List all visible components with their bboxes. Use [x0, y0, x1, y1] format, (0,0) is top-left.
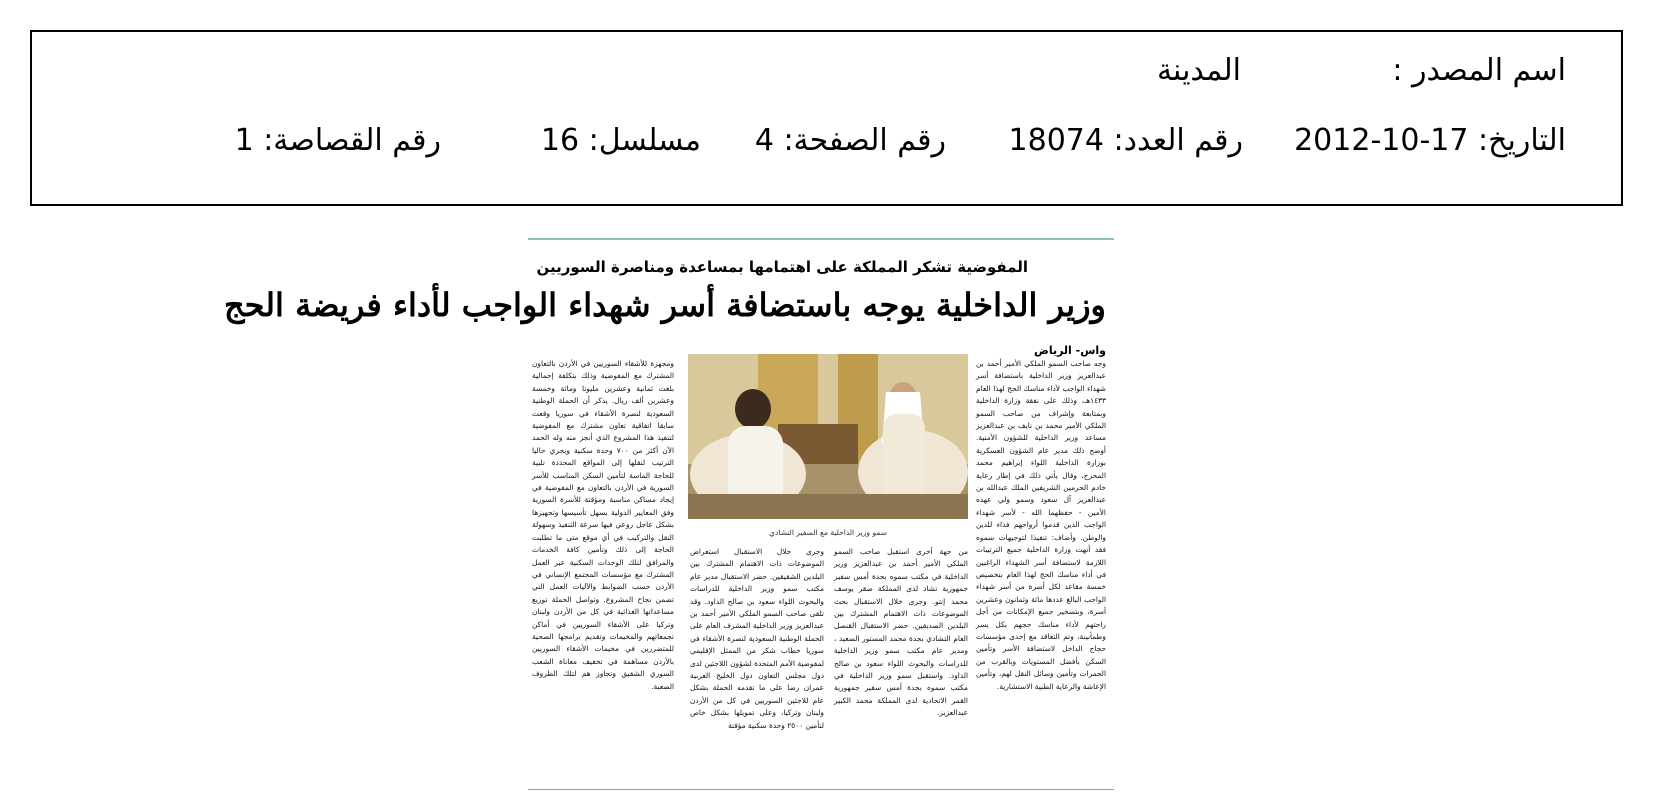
header-box [30, 30, 1623, 206]
source-label: اسم المصدر : [1392, 53, 1566, 88]
article-kicker: المفوضية تشكر المملكة على اهتمامها بمساعدة ومناصرة السوريين [536, 258, 1028, 276]
page-field: رقم الصفحة: 4 [754, 123, 946, 158]
article-column-2: من جهة أخرى استقبل صاحب السمو الملكي الأمير أحمد بن عبدالعزيز وزير الداخلية في مكتب سموه بجدة أمس سفير جمهورية تشاد لدى المملكة صقر يوسف محمد إنتو. وجرى خلال الاستقبال بحث الموضوعات ذات الاهتمام المشترك بين البلدين الصديقين. حضر الاستقبال القنصل العام التشادي بجدة محمد المستور السعيد ، ومدير عام مكتب سمو وزير الداخلية للدراسات والبحوث اللواء سعود بن صالح الداود. واستقبل سمو وزير الداخلية في مكتب سموه بجدة أمس سفير جمهورية القمر الاتحادية لدى المملكة محمد الكبير عبدالعزيز. [834, 547, 968, 718]
photo-illustration [688, 354, 968, 519]
article-column-4: ومجهزة للأشقاء السوريين في الأردن بالتعاون المشترك مع المفوضية وذلك بتكلفة إجمالية بلغت ثمانية وعشرين مليونا ومائة وخمسة وعشرين ألف ريال. يذكر أن الحملة الوطنية السعودية لنصرة الأشقاء في سوريا وقعت سابقا اتفاقية تعاون مشترك مع المفوضية لتنفيذ هذا المشروع الذي أنجز منه وله الحمد الآن أكثر من ٧٠٠ وحدة سكنية ويجري حاليا الترتيب لنقلها إلى المواقع المحددة تلبية للحاجة الماسة لتأمين السكن المناسب للأسر السورية في الأردن بالتعاون مع المفوضية في إيجاد مساكن مناسبة ومؤقتة للأسرة السورية وفق المعايير الدولية بسهل تأسيسها وتجهيزها بشكل عاجل روعي فيها سرعة التنفيذ وسهولة النقل والتركيب في أي موقع متى ما تطلبت الحاجة إلى ذلك وتأمين كافة الخدمات والمرافق لتلك الوحدات السكنية عبر العمل المشترك مع مؤسسات المجتمع الإنساني في الأردن حسب الضوابط والآليات العمل التي تضمن نجاح المشروع. وتواصل الحملة توزيع مساعداتها الغذائية في كل من الأردن ولبنان وتركيا على الأشقاء السوريين في أماكن تجمعاتهم والمخيمات وتقديم برامجها الصحية للمتضررين في مخيمات الأشقاء السوريين بالأردن مساهمة في تخفيف معاناة الشعب السوري الشقيق وتجاوز هم لتلك الظروف الصعبة. [532, 359, 675, 691]
date-field: التاريخ: 17-10-2012 [1294, 123, 1566, 158]
photo-caption: سمو وزير الداخلية مع السفير التشادي [769, 528, 887, 537]
article-column-1: وجه صاحب السمو الملكي الأمير أحمد بن عبدالعزيز وزير الداخلية باستضافة أسر شهداء الواجب لأداء مناسك الحج لهذا العام ١٤٣٣هـ، وذلك على نفقة وزارة الداخلية وبمتابعة وإشراف من صاحب السمو الملكي الأمير محمد بن نايف بن عبدالعزيز مساعد وزير الداخلية للشؤون الأمنية. أوضح ذلك مدير عام الشؤون العسكرية بوزارة الداخلية اللواء إبراهيم محمد المحرج، وقال يأتي ذلك في إطار رعاية خادم الحرمين الشريفين الملك عبدالله بن عبدالعزيز آل سعود وسمو ولي عهده الأمين - حفظهما الله - لأسر شهداء الواجب الذين قدموا أرواحهم فداء للدين والوطن. وأضاف: تنفيذا لتوجيهات سموه فقد أنهت وزارة الداخلية جميع الترتيبات اللازمة لاستضافة أسر الشهداء الراغبين في أداء مناسك الحج لهذا العام بتخصيص خمسة مقاعد لكل أسرة من أسر شهداء الواجب البالغ عددها مائة وثمانون وعشرين أسرة، وبتسخير جميع الإمكانات من أجل راحتهم لأداء مناسك حجهم بكل يسر وطمأنينة، وتم التعاقد مع إحدى مؤسسات حجاج الداخل لاستضافة الأسر وتأمين السكن بأفضل المستويات وبالقرب من الجمرات وتأمين وسائل النقل لهم، وتأمين الإعاشة والرعاية الطبية الاستشارية. [976, 359, 1106, 691]
newspaper-clipping [223, 238, 1114, 790]
article-photo [688, 354, 968, 519]
serial-field: مسلسل: 16 [540, 123, 701, 158]
clipping-top-rule [528, 238, 1114, 240]
article-headline: وزير الداخلية يوجه باستضافة أسر شهداء الواجب لأداء فريضة الحج [223, 286, 1106, 324]
clipping-bottom-rule [528, 789, 1114, 790]
clip-number-field: رقم القصاصة: 1 [234, 123, 441, 158]
article-column-3: وجرى خلال الاستقبال استعراض الموضوعات ذات الاهتمام المشترك بين البلدين الشقيقين. حضر الاستقبال مدير عام مكتب سمو وزير الداخلية للدراسات والبحوث اللواء سعود بن صالح الداود. وقد تلقى صاحب السمو الملكي الأمير أحمد بن عبدالعزيز وزير الداخلية المشرف العام على الحملة الوطنية السعودية لنصرة الأشقاء في سوريا خطاب شكر من الممثل الإقليمي لمفوضية الأمم المتحدة لشؤون اللاجئين لدى دول مجلس التعاون دول الخليج العربية عمران رضا على ما تقدمه الحملة بشكل عام للاجئين السوريين في كل من الأردن ولبنان وتركيا، وعلى تمويلها بشكل خاص لتأمين ٢٥٠٠ وحدة سكنية مؤقتة [690, 547, 824, 730]
issue-field: رقم العدد: 18074 [1008, 123, 1243, 158]
source-value: المدينة [1156, 53, 1241, 88]
article-dateline: واس- الرياض [1034, 344, 1106, 357]
